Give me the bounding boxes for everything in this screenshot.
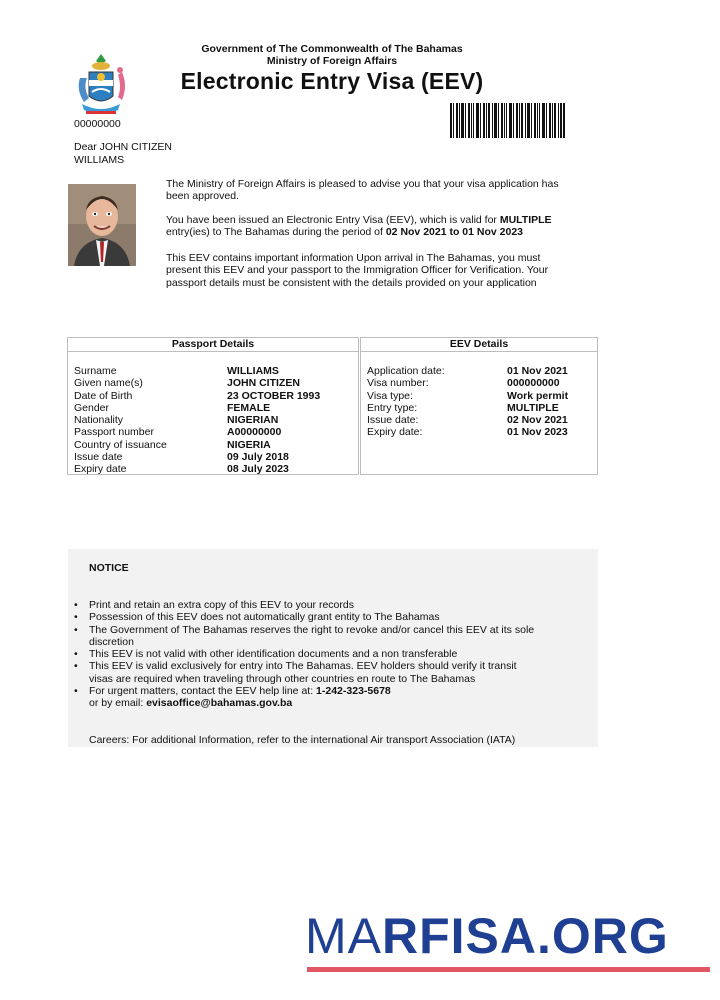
detail-label: Visa type:: [367, 389, 413, 402]
validity-paragraph: [166, 214, 576, 239]
detail-label: Country of issuance: [74, 438, 167, 451]
passport-details-box: [67, 337, 359, 475]
detail-value: A00000000: [227, 426, 282, 439]
validity-text-a: You have been issued an Electronic Entry Visa (EEV), which is valid for: [166, 214, 500, 226]
document-title: Electronic Entry Visa (EEV): [180, 68, 484, 94]
eev-details-box: [360, 337, 598, 475]
detail-value: Work permit: [507, 389, 569, 402]
validity-period: 02 Nov 2021 to 01 Nov 2023: [385, 226, 524, 239]
detail-row: [74, 463, 354, 475]
detail-value: JOHN CITIZEN: [227, 377, 300, 390]
approval-paragraph: The Ministry of Foreign Affairs is pleased to advise you that your visa application has been approved.: [166, 178, 559, 203]
detail-label: Application date:: [367, 365, 445, 377]
detail-value: 23 OCTOBER 1993: [227, 389, 321, 402]
detail-row: [367, 365, 593, 377]
notice-item: • This EEV is not valid with other identification documents and a non transferable: [74, 648, 458, 661]
notice-item: • Possession of this EEV does not automatically grant entity to The Bahamas: [74, 611, 440, 624]
detail-label: Entry type:: [367, 401, 418, 414]
watermark-text: MARFISA.ORG: [305, 908, 669, 964]
detail-row: [367, 377, 593, 389]
detail-row: [74, 365, 354, 377]
detail-label: Visa number:: [367, 377, 429, 390]
detail-value: 000000000: [507, 377, 560, 390]
detail-label: Expiry date: [74, 463, 127, 476]
eev-details-rows: [367, 365, 593, 439]
detail-value: 01 Nov 2023: [507, 426, 568, 439]
notice-item: • Print and retain an extra copy of this EEV to your records: [74, 599, 354, 611]
detail-row: [367, 414, 593, 426]
information-paragraph: This EEV contains important information Upon arrival in The Bahamas, you must present this EEV and your passport to the Immigration Officer for Verification. Your passport details must be consistent with the details provided on your application: [166, 252, 549, 289]
details-section: [67, 337, 598, 475]
notice-item-contact: • For urgent matters, contact the EEV help line at: 1-242-323-5678 or by email: evisaoffice@bahamas.gov.ba: [74, 685, 391, 710]
careers-note: Careers: For additional Information, refer to the international Air transport Association (IATA): [89, 734, 516, 746]
helpline-phone: 1-242-323-5678: [316, 685, 391, 698]
detail-value: NIGERIAN: [227, 414, 279, 427]
detail-value: 08 July 2023: [227, 463, 289, 476]
ministry-heading: Ministry of Foreign Affairs: [266, 55, 398, 67]
help-email: evisaoffice@bahamas.gov.ba: [146, 697, 293, 710]
notice-list: [68, 599, 598, 710]
notice-panel: [68, 549, 598, 747]
detail-row: [74, 390, 354, 402]
detail-row: [74, 439, 354, 451]
eev-details-heading: EEV Details: [361, 338, 597, 352]
detail-row: [74, 426, 354, 438]
reference-number: 00000000: [74, 118, 121, 130]
applicant-photo: [68, 184, 136, 266]
detail-value: 09 July 2018: [227, 451, 289, 464]
detail-label: Date of Birth: [74, 389, 133, 402]
detail-label: Issue date: [74, 451, 123, 464]
validity-text-b: entry(ies) to The Bahamas during the period of: [166, 226, 386, 239]
detail-value: NIGERIA: [227, 438, 271, 451]
detail-row: [74, 377, 354, 389]
detail-value: WILLIAMS: [227, 365, 279, 377]
detail-label: Surname: [74, 365, 117, 377]
detail-label: Passport number: [74, 426, 154, 439]
passport-details-rows: [74, 365, 354, 476]
watermark-underline: [307, 967, 710, 972]
salutation-line-2: WILLIAMS: [74, 153, 125, 166]
detail-label: Issue date:: [367, 414, 419, 427]
detail-label: Nationality: [74, 414, 124, 427]
detail-value: FEMALE: [227, 401, 271, 414]
detail-row: [74, 451, 354, 463]
notice-item: • This EEV is valid exclusively for entry into The Bahamas. EEV holders should verify it transit visas are required when traveling through other countries en route to The Bahamas: [74, 660, 517, 685]
detail-row: [367, 402, 593, 414]
detail-value: 02 Nov 2021: [507, 414, 568, 427]
detail-row: [74, 414, 354, 426]
detail-row: [74, 402, 354, 414]
notice-item: • The Government of The Bahamas reserves the right to revoke and/or cancel this EEV at its sole discretion: [74, 623, 535, 648]
barcode-icon: [450, 103, 565, 138]
government-heading: Government of The Commonwealth of The Bahamas: [201, 43, 463, 55]
coat-of-arms-icon: [72, 50, 130, 118]
detail-label: Given name(s): [74, 377, 143, 390]
detail-row: [367, 390, 593, 402]
detail-value: MULTIPLE: [507, 401, 559, 414]
detail-label: Gender: [74, 401, 110, 414]
detail-label: Expiry date:: [367, 426, 423, 439]
salutation-line-1: Dear JOHN CITIZEN: [74, 141, 173, 153]
notice-title: NOTICE: [89, 562, 129, 574]
salutation: [74, 141, 194, 166]
entry-count: MULTIPLE: [499, 214, 552, 226]
passport-details-heading: Passport Details: [68, 338, 358, 352]
detail-row: [367, 426, 593, 438]
marfisa-watermark: [305, 907, 710, 973]
detail-value: 01 Nov 2021: [507, 365, 568, 377]
